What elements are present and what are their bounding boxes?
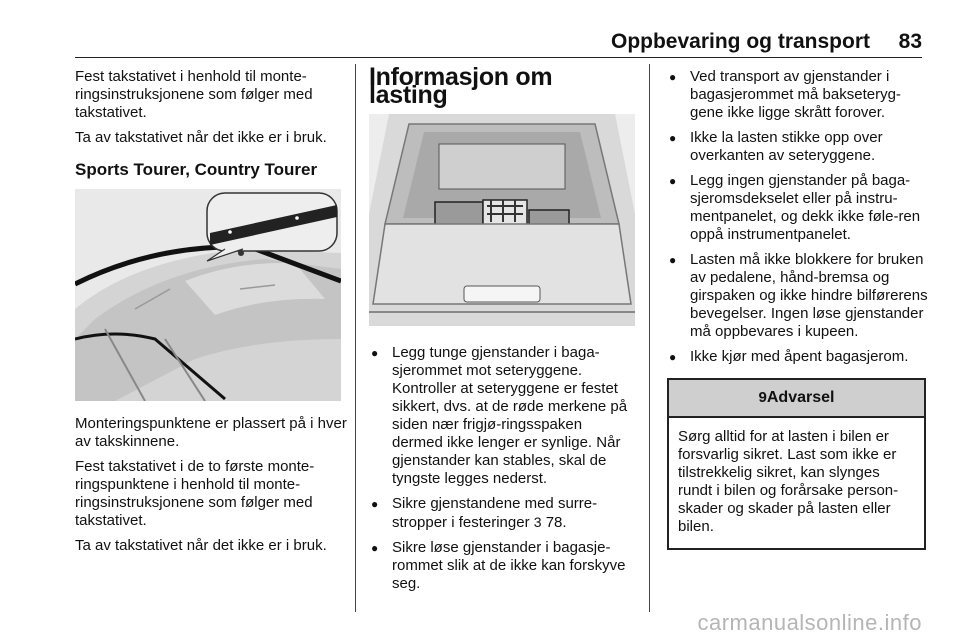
roof-rail-illustration — [75, 189, 341, 401]
warning-title: Advarsel — [766, 389, 835, 406]
column-middle — [369, 63, 637, 600]
list-item: ● Legg tunge gjenstander i baga-sjerommet mot seteryggene. Kontroller at seteryggene er festet sikkert, dvs. at de røde merkene på siden nær frigjø-ringsspaken dermed ikke lenger er synlige. Når gjenstander kan stables, skal de tyngste legges nederst. — [369, 344, 637, 488]
page-number: 83 — [898, 30, 922, 53]
list-item: ● Ikke la lasten stikke opp over overkanten av seteryggene. — [667, 129, 929, 165]
warning-header — [669, 380, 924, 418]
column-left — [75, 68, 347, 562]
column-divider-1 — [355, 64, 356, 612]
subheading: Sports Tourer, Country Tourer — [75, 160, 318, 179]
header-divider — [75, 57, 922, 58]
paragraph: Ta av takstativet når det ikke er i bruk. — [75, 537, 327, 554]
loading-rules-list — [667, 68, 929, 366]
list-item: ● Ved transport av gjenstander i bagasjerommet må bakseteryg-gene ikke ligge skrått forover. — [667, 68, 929, 122]
column-divider-2 — [649, 64, 650, 612]
warning-symbol: 9 — [758, 389, 767, 406]
luggage-compartment-illustration — [369, 114, 635, 326]
cross-reference-symbol: 3 — [533, 514, 542, 530]
cross-reference-page: 78. — [545, 514, 567, 531]
list-item: ● Legg ingen gjenstander på baga-sjeromsdekselet eller på instru-mentpanelet, og dekk ikke føle-ren oppå instrumentpanelet. — [667, 172, 929, 244]
warning-box — [667, 378, 926, 550]
paragraph: Monteringspunktene er plassert på i hver av takskinnene. — [75, 415, 347, 450]
list-item-text: Sikre gjenstandene med surre-stropper i festeringer — [392, 495, 598, 531]
column-right — [667, 68, 929, 550]
watermark: carmanualsonline.info — [697, 610, 922, 635]
paragraph: Ta av takstativet når det ikke er i bruk. — [75, 129, 327, 146]
section-heading: Informasjon om lasting — [369, 63, 553, 109]
list-item: ● Sikre løse gjenstander i bagasje-rommet slik at de ikke kan forskyve seg. — [369, 539, 637, 593]
loading-tips-list — [369, 344, 637, 593]
warning-text: Sørg alltid for at lasten i bilen er forsvarlig sikret. Last som ikke er tilstrekkelig sikret, kan slynges rundt i bilen og forårsake person-skader og skader på lasten eller bilen. — [678, 428, 899, 535]
list-item — [369, 495, 637, 532]
page-header-title: Oppbevaring og transport — [610, 30, 870, 53]
paragraph: Fest takstativet i de to første monte-ringspunktene i henhold til monte-ringsinstruksjonene som følger med takstativet. — [75, 458, 315, 529]
paragraph: Fest takstativet i henhold til monte-ringsinstruksjonene som følger med takstativet. — [75, 68, 313, 121]
list-item: ● Lasten må ikke blokkere for bruken av pedalene, hånd-bremsa og girspaken og ikke hindre bilførerens bevegelser. Ingen løse gjenstander må oppbevares i kupeen. — [667, 251, 929, 341]
list-item: ● Ikke kjør med åpent bagasjerom. — [667, 348, 929, 366]
